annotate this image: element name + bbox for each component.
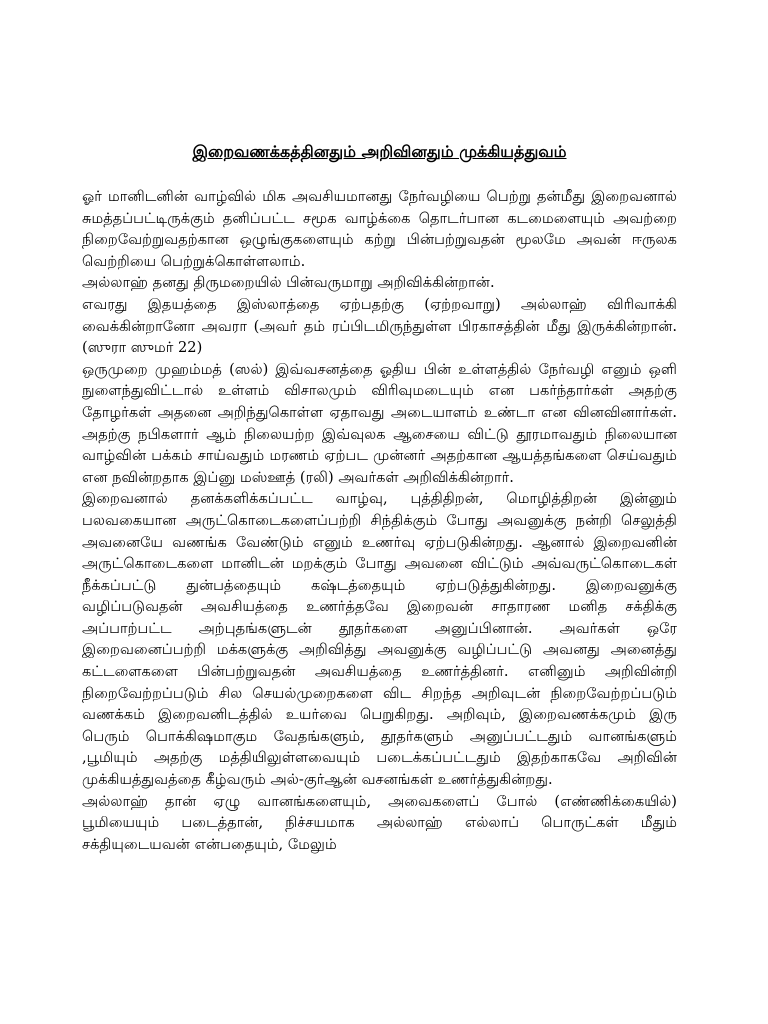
paragraph-hadith: ஒருமுறை முஹம்மத் (ஸல்) இவ்வசனத்தை ஓதிய பின் உள்ளத்தில் நேர்வழி எனும் ஒளி நுளைந்துவிட்டால் உள்ளம் விசாலமும் விரிவுமடையும் என பகர்ந்தார்கள் அதற்கு தோழர்கள் அதனை அறிந்துகொள்ள ஏதாவது அடையாளம் உண்டா என வினவினார்கள். அதற்கு நபிகளார் ஆம் நிலையற்ற இவ்வுலக ஆசையை விட்டு தூரமாவதும் நிலையான வாழ்வின் பக்கம் சாய்வதும் மரணம் ஏற்பட முன்னர் அதற்கான ஆயத்தங்களை செய்வதும் என நவின்றதாக இப்னு மஸ்ஊத் (ரலி) அவர்கள் அறிவிக்கின்றார். bbox=[82, 360, 677, 486]
paragraph-blessings: இறைவனால் தனக்களிக்கப்பட்ட வாழ்வு, புத்திதிறன், மொழித்திறன் இன்னும் பலவகையான அருட்கொடைகளைப்பற்றி சிந்திக்கும் போது அவனுக்கு நன்றி செலுத்தி அவனையே வணங்க வேண்டும் எனும் உணர்வு ஏற்படுகின்றது. ஆனால் இறைவனின் அருட்கொடைகளை மானிடன் மறக்கும் போது அவனை விட்டும் அவ்வருட்கொடைகள் நீக்கப்பட்டு துன்பத்தையும் கஷ்டத்தையும் ஏற்படுத்துகின்றது. இறைவனுக்கு வழிப்படுவதன் அவசியத்தை உணர்த்தவே இறைவன் சாதாரண மனித சக்திக்கு அப்பாற்பட்ட அற்புதங்களுடன் தூதர்களை அனுப்பினான். அவர்கள் ஒரே இறைவனைப்பற்றி மக்களுக்கு அறிவித்து அவனுக்கு வழிப்பட்டு அவனது அனைத்து கட்டளைகளை பின்பற்றுவதன் அவசியத்தை உணர்த்தினர். எனினும் அறிவின்றி நிறைவேற்றப்படும் சில செயல்முறைகளை விட சிறந்த அறிவுடன் நிறைவேற்றப்படும் வணக்கம் இறைவனிடத்தில் உயர்வை பெறுகிறது. அறிவும், இறைவணக்கமும் இரு பெரும் பொக்கிஷமாகும வேதங்களும், தூதர்களும் அனுப்பட்டதும் வானங்களும் ,பூமியும் அதற்கு மத்தியிலுள்ளவையும் படைக்கப்பட்டதும் இதற்காகவே அறிவின் முக்கியத்துவத்தை கீழ்வரும் அல்-குர்ஆன் வசனங்கள் உணர்த்துகின்றது. bbox=[82, 490, 677, 789]
paragraph-quran-intro: அல்லாஹ் தனது திருமறையில் பின்வருமாறு அறிவிக்கின்றான். bbox=[82, 274, 495, 292]
document-title: இறைவணக்கத்தினதும் அறிவினதும் முக்கியத்துவம் bbox=[192, 142, 567, 161]
paragraph-intro: ஓர் மானிடனின் வாழ்வில் மிக அவசியமானது நேர்வழியை பெற்று தன்மீது இறைவனால் சுமத்தப்பட்டிருக்கும் தனிப்பட்ட சமூக வாழ்க்கை தொடர்பான கடமைளையும் அவற்றை நிறைவேற்றுவதற்கான ஒழுங்குகளையும் கற்று பின்பற்றுவதன் மூலமே அவன் ஈருலக வெற்றியை பெற்றுக்கொள்ளலாம். bbox=[82, 188, 677, 270]
paragraph-creation: அல்லாஹ் தான் ஏழு வானங்களையும், அவைகளைப் போல் (எண்ணிக்கையில்) பூமியையும் படைத்தான், நிச்சயமாக அல்லாஹ் எல்லாப் பொருட்கள் மீதும் சக்தியுடையவன் என்பதையும், மேலும் bbox=[82, 792, 677, 853]
document-page bbox=[82, 140, 677, 855]
paragraph-verse: எவரது இதயத்தை இஸ்லாத்தை ஏற்பதற்கு (ஏற்றவாறு) அல்லாஹ் விரிவாக்கி வைக்கின்றானோ அவரா (அவர் தம் ரப்பிடமிருந்துள்ள பிரகாசத்தின் மீது இருக்கின்றான். (ஸுரா ஸுமர் 22) bbox=[82, 295, 677, 357]
